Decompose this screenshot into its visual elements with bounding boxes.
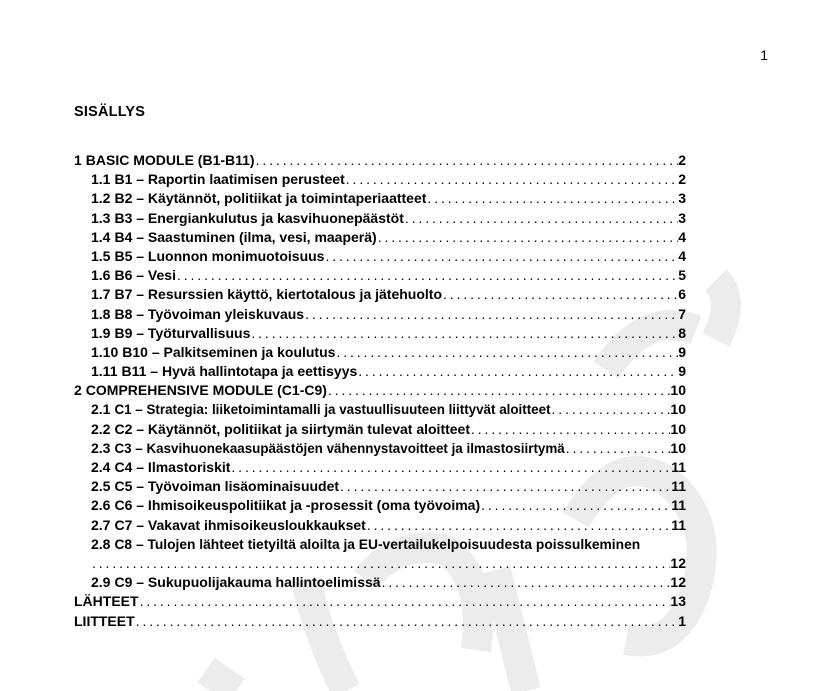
toc-entry-number: 2.1	[91, 401, 111, 418]
toc-entry-number: 1.10	[91, 343, 119, 360]
toc-entry-2-3[interactable]	[74, 439, 686, 458]
dot-leader	[327, 381, 670, 400]
toc-entry-title: C1 – Strategia: liiketoimintamalli ja vastuullisuuteen liittyvät aloitteet	[114, 402, 551, 418]
toc-entry-page: 7	[678, 305, 686, 322]
toc-entry-number: 1.8	[91, 305, 111, 322]
toc-entry-number: 1	[74, 152, 82, 168]
toc-entry-1-6[interactable]	[74, 266, 686, 285]
toc-entry-number: 1.7	[91, 286, 111, 303]
toc-entry-liitteet[interactable]	[74, 612, 686, 631]
toc-entry-title: BASIC MODULE (B1-B11)	[85, 152, 255, 168]
toc-entry-number: 1.6	[91, 267, 111, 284]
page-number: 1	[760, 47, 768, 63]
toc-entry-page: 10	[670, 401, 686, 418]
toc-entry-title: C6 – Ihmisoikeuspolitiikat ja -prosessit (oma työvoima)	[114, 497, 481, 514]
toc-entry-number: 1.11	[91, 363, 118, 380]
watermark-stroke-1	[206, 670, 236, 691]
toc-entry-page: 10	[670, 382, 686, 399]
dot-leader	[551, 400, 671, 419]
toc-entry-1-11[interactable]	[74, 362, 686, 381]
toc-entry-page: 9	[678, 343, 686, 360]
toc-entry-1-7[interactable]	[74, 285, 686, 304]
dot-leader	[357, 362, 678, 381]
toc-entry-2-4[interactable]	[74, 458, 686, 477]
toc-entry-page: 11	[671, 516, 686, 533]
toc-entry-number: 2.5	[91, 478, 111, 495]
dot-leader	[324, 247, 678, 266]
table-of-contents	[74, 151, 686, 631]
toc-entry-1-3[interactable]	[74, 209, 686, 228]
dot-leader	[339, 477, 671, 496]
toc-entry-title: B1 – Raportin laatimisen perusteet	[114, 171, 345, 188]
toc-entry-page: 11	[671, 478, 686, 495]
dot-leader	[381, 573, 671, 592]
toc-entry-1-8[interactable]	[74, 305, 686, 324]
dot-leader	[565, 439, 671, 458]
toc-entry-page: 11	[671, 459, 686, 475]
toc-entry-title: B7 – Resurssien käyttö, kiertotalous ja jätehuolto	[114, 286, 443, 303]
toc-entry-1-10[interactable]	[74, 343, 686, 362]
toc-entry-2-1[interactable]	[74, 400, 686, 419]
dot-leader	[404, 209, 678, 228]
toc-entry-title: C8 – Tulojen lähteet tietyiltä aloilta ja EU-vertailukelpoisuudesta poissulkeminen	[114, 536, 641, 552]
toc-entry-title: LÄHTEET	[74, 593, 139, 610]
toc-entry-title: C3 – Kasvihuonekaasupäästöjen vähennystavoitteet ja ilmastosiirtymä	[114, 440, 565, 456]
toc-entry-page: 1	[678, 612, 686, 629]
toc-entry-title: B9 – Työturvallisuus	[114, 324, 251, 341]
toc-entry-title: B2 – Käytännöt, politiikat ja toimintaperiaatteet	[114, 190, 427, 207]
toc-entry-1-4[interactable]	[74, 228, 686, 247]
dot-leader	[255, 151, 679, 170]
toc-entry-number: 1.1	[91, 171, 111, 188]
toc-entry-number: 1.4	[91, 228, 111, 245]
toc-entry-page: 9	[678, 363, 686, 380]
toc-entry-page: 4	[678, 228, 686, 245]
toc-entry-1-2[interactable]	[74, 189, 686, 208]
toc-entry-number: 2.8	[91, 535, 111, 552]
toc-entry-page: 12	[670, 574, 686, 591]
dot-leader	[426, 189, 678, 208]
dot-leader	[470, 420, 670, 439]
toc-entry-page: 12	[670, 554, 686, 571]
toc-entry-page: 4	[678, 247, 686, 264]
toc-entry-title: B6 – Vesi	[114, 267, 176, 284]
toc-entry-page: 6	[678, 286, 686, 303]
toc-entry-title: B11 – Hyvä hallintotapa ja eettisyys	[121, 363, 358, 380]
toc-entry-2-7[interactable]	[74, 516, 686, 535]
dot-leader	[304, 305, 678, 324]
toc-entry-2-8[interactable]	[74, 535, 686, 573]
toc-entry-number: 2.6	[91, 497, 111, 514]
toc-entry-title: B10 – Palkitseminen ja koulutus	[122, 343, 336, 360]
toc-entry-page: 2	[678, 171, 686, 188]
toc-entry-page: 10	[670, 420, 686, 437]
toc-entry-title: B4 – Saastuminen (ilma, vesi, maaperä)	[114, 228, 377, 245]
dot-leader	[91, 554, 670, 573]
toc-entry-1-5[interactable]	[74, 247, 686, 266]
toc-entry-title: C4 – Ilmastoriskit	[114, 459, 231, 475]
toc-entry-number: 2.2	[91, 420, 111, 437]
toc-entry-2-6[interactable]	[74, 496, 686, 515]
dot-leader	[442, 285, 678, 304]
toc-entry-1[interactable]	[74, 151, 686, 170]
toc-entry-number: 2.9	[91, 574, 111, 591]
toc-entry-number: 2.3	[91, 439, 111, 456]
dot-leader	[377, 228, 679, 247]
watermark-stroke-6	[716, 280, 726, 340]
toc-heading: SISÄLLYS	[74, 104, 146, 120]
toc-entry-title: B3 – Energiankulutus ja kasvihuonepäästöt	[114, 209, 404, 226]
dot-leader	[139, 592, 671, 611]
dot-leader	[176, 266, 678, 285]
toc-entry-number: 1.3	[91, 209, 111, 226]
toc-entry-title: LIITTEET	[74, 612, 135, 629]
toc-entry-title: B8 – Työvoiman yleiskuvaus	[114, 305, 305, 322]
toc-entry-page: 2	[678, 152, 686, 168]
toc-entry-number: 1.2	[91, 190, 111, 207]
toc-entry-1-9[interactable]	[74, 324, 686, 343]
toc-entry-number: 2.7	[91, 516, 111, 533]
dot-leader	[366, 516, 671, 535]
toc-entry-page: 10	[670, 439, 686, 456]
dot-leader	[250, 324, 678, 343]
dot-leader	[230, 458, 671, 477]
toc-entry-page: 11	[671, 497, 686, 514]
toc-entry-title: COMPREHENSIVE MODULE (C1-C9)	[85, 382, 327, 399]
toc-entry-page: 8	[678, 324, 686, 341]
toc-entry-title: C7 – Vakavat ihmisoikeusloukkaukset	[114, 516, 366, 533]
toc-entry-number: 1.5	[91, 247, 111, 264]
toc-entry-page: 13	[670, 593, 686, 610]
toc-entry-2-9[interactable]	[74, 573, 686, 592]
dot-leader	[335, 343, 678, 362]
toc-entry-lahteet[interactable]	[74, 592, 686, 611]
toc-entry-page: 3	[678, 209, 686, 226]
toc-entry-title: C5 – Työvoiman lisäominaisuudet	[114, 478, 340, 495]
toc-entry-2-2[interactable]	[74, 420, 686, 439]
toc-entry-title: C2 – Käytännöt, politiikat ja siirtymän tulevat aloitteet	[114, 420, 470, 437]
toc-entry-number: 2	[74, 382, 82, 399]
toc-entry-title: B5 – Luonnon monimuotoisuus	[114, 247, 325, 264]
toc-entry-page: 3	[678, 190, 686, 207]
toc-entry-1-1[interactable]	[74, 170, 686, 189]
toc-entry-2-5[interactable]	[74, 477, 686, 496]
toc-entry-title: C9 – Sukupuolijakauma hallintoelimissä	[114, 574, 381, 591]
dot-leader	[345, 170, 678, 189]
toc-entry-number: 2.4	[91, 459, 111, 475]
dot-leader	[480, 496, 671, 515]
toc-entry-number: 1.9	[91, 324, 111, 341]
toc-entry-page: 5	[678, 267, 686, 284]
toc-entry-2[interactable]	[74, 381, 686, 400]
dot-leader	[135, 612, 679, 631]
